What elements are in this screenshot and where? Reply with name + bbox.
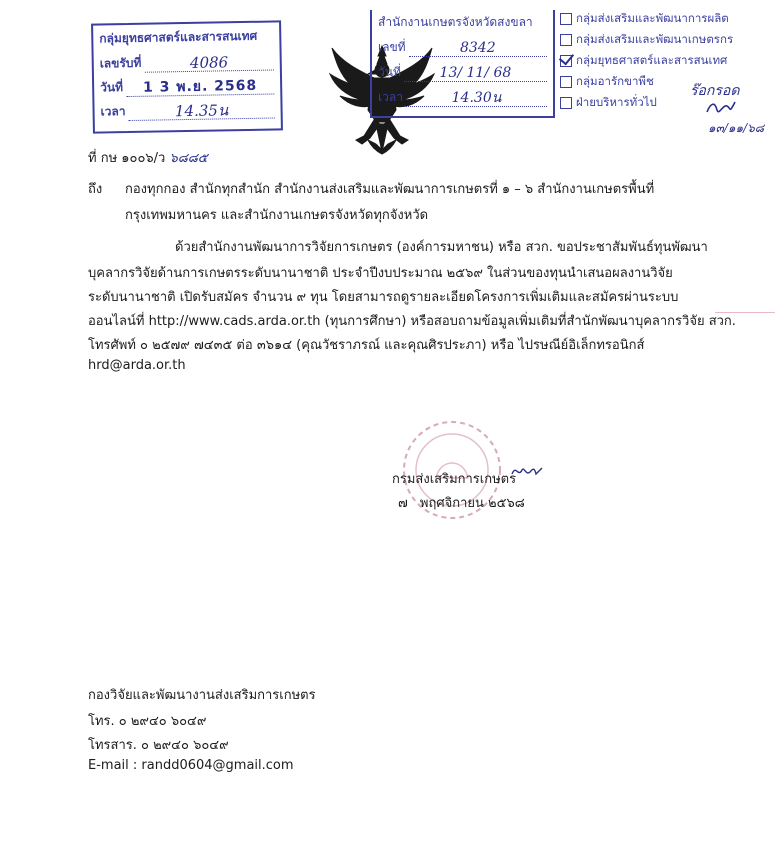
stamp-time-row [100,99,274,121]
stamp-date-value: 1 3 พ.ย. 2568 [126,77,274,97]
body-line-4: ออนไลน์ที่ http://www.cads.arda.or.th (ทุนการศึกษา) หรือสอบถามข้อมูลเพิ่มเติมที่สำนักพัฒนาบุคลากรวิจัย สวก. [88,314,736,329]
receipt-stamp-provincial-office [370,10,555,118]
stamp-right-org: สำนักงานเกษตรจังหวัดสงขลา [378,15,533,29]
recipient-line-1: กองทุกกอง สำนักทุกสำนัก สำนักงานส่งเสริมและพัฒนาการเกษตรที่ ๑ – ๖ สำนักงานเกษตรพื้นที่ [125,182,655,197]
checklist-item-strategy [560,50,775,71]
stamp-right-time-label: เวลา [378,90,403,104]
checkbox-farmers [560,34,572,46]
handwritten-date: ๑๓/๑๑/๖๘ [708,121,765,135]
checklist-label-admin: ฝ่ายบริหารทั่วไป [576,94,657,109]
reference-label: ที่ กษ ๑๐๐๖/ว [88,151,166,166]
receipt-stamp-strategy [91,20,283,133]
footer-fax: โทรสาร. ๐ ๒๙๔๐ ๖๐๔๙ [88,738,229,753]
stamp-right-number-row [378,37,547,57]
stamp-org-name: กลุ่มยุทธศาสตร์และสารสนเทศ [99,28,258,46]
letter-date [398,494,525,513]
checklist-label-production: กลุ่มส่งเสริมและพัฒนาการผลิต [576,10,729,25]
checklist-label-farmers: กลุ่มส่งเสริมและพัฒนาเกษตรกร [576,31,734,46]
checkbox-plant-protection [560,76,572,88]
body-line-6: hrd@arda.or.th [88,358,186,373]
stamp-right-date-row [378,62,547,82]
stamp-receive-row [100,51,274,73]
stamp-right-number-label: เลขที่ [378,40,406,54]
stamp-right-time-value: 14.30น [406,90,547,107]
margin-mark [715,312,775,313]
handwritten-note: ร๊อกรอด [690,83,740,99]
letter-date-day: ๗ [398,496,408,511]
checklist-label-strategy: กลุ่มยุทธศาสตร์และสารสนเทศ [576,52,728,67]
checklist-item-admin [560,92,775,113]
body-line-1: ด้วยสำนักงานพัฒนาการวิจัยการเกษตร (องค์การมหาชน) หรือ สวก. ขอประชาสัมพันธ์ทุนพัฒนา [175,240,708,255]
footer-phone: โทร. ๐ ๒๙๔๐ ๖๐๔๙ [88,714,207,729]
checkbox-strategy-checked [560,55,572,67]
footer-email: E-mail : randd0604@gmail.com [88,758,294,773]
stamp-right-date-value: 13/ 11/ 68 [404,65,547,82]
body-line-2: บุคลากรวิจัยด้านการเกษตรระดับนานาชาติ ประจำปีงบประมาณ ๒๕๖๙ ในส่วนของทุนนำเสนอผลงานวิจัย [88,266,673,281]
official-signature [510,462,544,482]
signer-org: กรมส่งเสริมการเกษตร [392,472,517,487]
routing-checklist [560,8,775,113]
reference-line [88,149,208,168]
checklist-item-farmers [560,29,775,50]
checklist-item-plant-protection [560,71,775,92]
checkbox-production [560,13,572,25]
stamp-receive-label: เลขรับที่ [99,55,142,71]
stamp-time-value: 14.35น [128,101,274,121]
checklist-item-production [560,8,775,29]
stamp-date-row [100,75,274,97]
reference-number: ๖๘๘๕ [169,151,208,166]
body-line-5: โทรศัพท์ ๐ ๒๕๗๙ ๗๔๓๕ ต่อ ๓๖๑๔ (คุณวัชราภรณ์ และคุณศิรประภา) หรือ ไปรษณีย์อิเล็กทรอนิกส์ [88,338,645,353]
stamp-right-date-label: วันที่ [378,65,401,79]
stamp-receive-value: 4086 [144,53,274,72]
letter-date-month-year: พฤศจิกายน ๒๕๖๘ [419,496,525,511]
recipient-line-2: กรุงเทพมหานคร และสำนักงานเกษตรจังหวัดทุกจังหวัด [125,208,429,223]
checklist-label-plant-protection: กลุ่มอารักขาพืช [576,73,654,88]
recipient-label: ถึง [88,182,103,197]
checkbox-admin [560,97,572,109]
body-line-3: ระดับนานาชาติ เปิดรับสมัคร จำนวน ๙ ทุน โดยสามารถดูรายละเอียดโครงการเพิ่มเติมและสมัครผ่านระบบ [88,290,679,305]
stamp-date-label: วันที่ [100,80,124,95]
footer-division: กองวิจัยและพัฒนางานส่งเสริมการเกษตร [88,688,316,703]
stamp-right-time-row [378,87,547,107]
stamp-time-label: เวลา [100,104,126,119]
stamp-right-number-value: 8342 [409,40,547,57]
